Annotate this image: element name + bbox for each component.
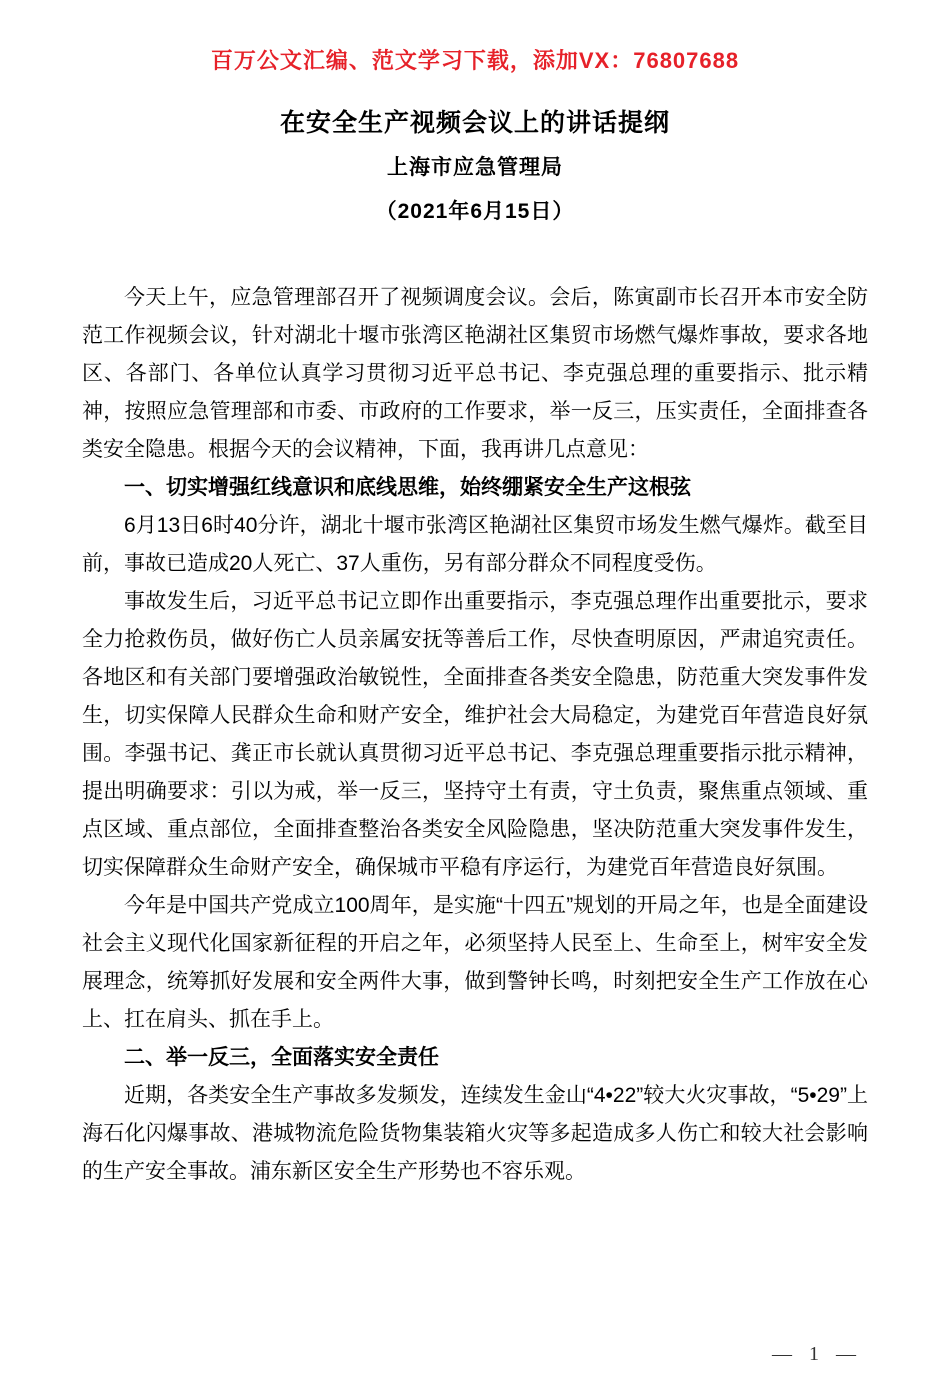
page-number: — 1 — (772, 1343, 862, 1365)
section-heading: 一、切实增强红线意识和底线思维，始终绷紧安全生产这根弦 (124, 476, 691, 499)
document-date: （2021年6月15日） (375, 200, 575, 223)
document-organization: 上海市应急管理局 (387, 156, 563, 179)
paragraph: 6月13日6时40分许，湖北十堰市张湾区艳湖社区集贸市场发生燃气爆炸。截至目前，事故已造成20人死亡、37人重伤，另有部分群众不同程度受伤。 (82, 514, 868, 575)
paragraph: 近期，各类安全生产事故多发频发，连续发生金山“4•22”较大火灾事故，“5•29”上海石化闪爆事故、港城物流危险货物集装箱火灾等多起造成多人伤亡和较大社会影响的生产安全事故。浦东新区安全生产形势也不容乐观。 (82, 1084, 868, 1183)
document-page (0, 44, 950, 1388)
watermark-ad-text: 百万公文汇编、范文学习下载，添加VX：76807688 (210, 48, 740, 73)
section-heading: 二、举一反三，全面落实安全责任 (124, 1046, 439, 1069)
paragraph: 今天上午，应急管理部召开了视频调度会议。会后，陈寅副市长召开本市安全防范工作视频会议，针对湖北十堰市张湾区艳湖社区集贸市场燃气爆炸事故，要求各地区、各部门、各单位认真学习贯彻习近平总书记、李克强总理的重要指示、批示精神，按照应急管理部和市委、市政府的工作要求，举一反三，压实责任，全面排查各类安全隐患。根据今天的会议精神，下面，我再讲几点意见： (82, 286, 868, 461)
paragraph: 事故发生后，习近平总书记立即作出重要指示，李克强总理作出重要批示，要求全力抢救伤员，做好伤亡人员亲属安抚等善后工作，尽快查明原因，严肃追究责任。各地区和有关部门要增强政治敏锐性，全面排查各类安全隐患，防范重大突发事件发生，切实保障人民群众生命和财产安全，维护社会大局稳定，为建党百年营造良好氛围。李强书记、龚正市长就认真贯彻习近平总书记、李克强总理重要指示批示精神，提出明确要求：引以为戒，举一反三，坚持守土有责，守土负责，聚焦重点领域、重点区域、重点部位，全面排查整治各类安全风险隐患，坚决防范重大突发事件发生，切实保障群众生命财产安全，确保城市平稳有序运行，为建党百年营造良好氛围。 (82, 590, 868, 879)
document-title: 在安全生产视频会议上的讲话提纲 (279, 109, 670, 137)
document-body (82, 279, 868, 1191)
paragraph: 今年是中国共产党成立100周年，是实施“十四五”规划的开局之年，也是全面建设社会主义现代化国家新征程的开启之年，必须坚持人民至上、生命至上，树牢安全发展理念，统筹抓好发展和安全两件大事，做到警钟长鸣，时刻把安全生产工作放在心上、扛在肩头、抓在手上。 (82, 894, 868, 1031)
